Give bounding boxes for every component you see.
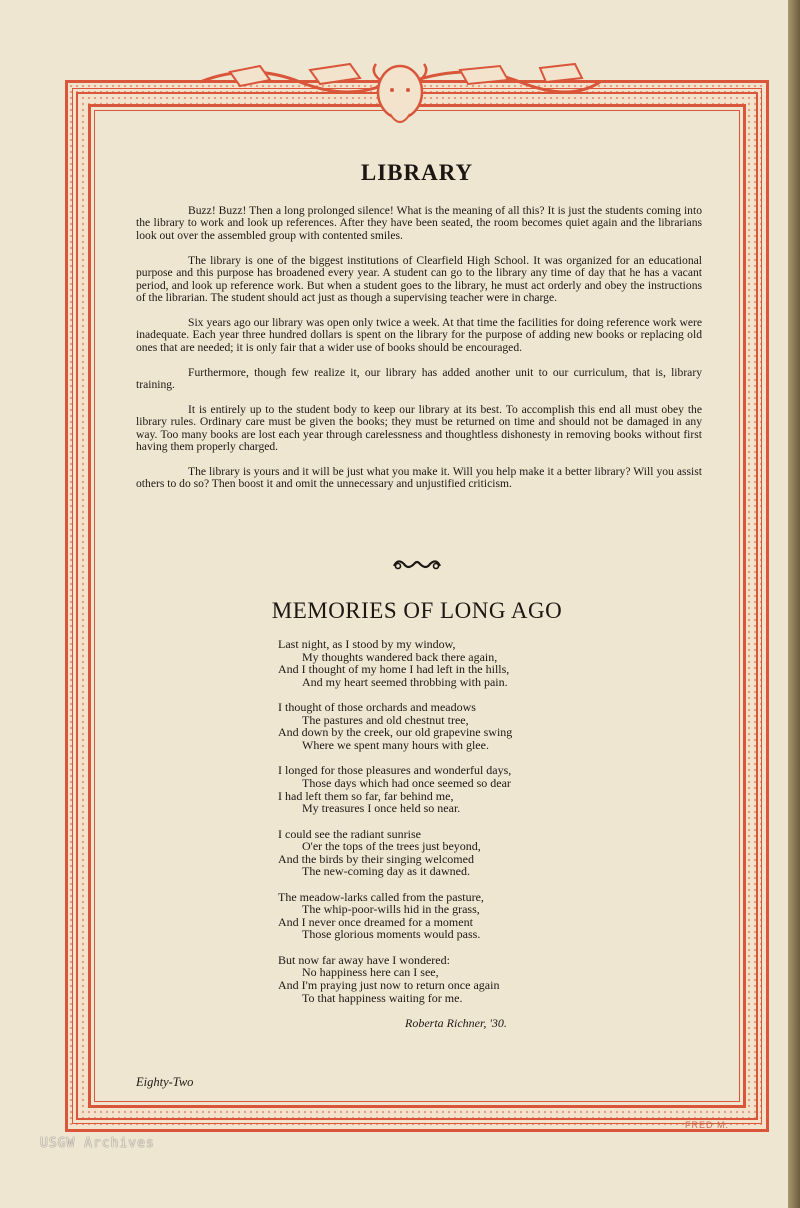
poem-stanza: [278, 828, 698, 878]
archive-watermark: USGW Archives: [40, 1136, 155, 1151]
poem-line: And my heart seemed throbbing with pain.: [302, 674, 508, 689]
library-paragraph-2: The library is one of the biggest institutions of Clearfield High School. It was organized for an educational purpose and this purpose has broadened every year. A student can go to the library any time of day that he has a vacant period, and look up reference work. But when a student goes to the library, he must act orderly and obey the instructions of the librarian. The student should act just as though a supervising teacher were in charge.: [136, 253, 702, 304]
poem-stanza: [278, 638, 698, 688]
scroll-divider-ornament: [390, 556, 444, 574]
poem-line: Those days which had once seemed so dear: [302, 775, 511, 790]
poem-line: I thought of those orchards and meadows: [278, 700, 476, 715]
poem-line: No happiness here can I see,: [302, 965, 439, 980]
poem-author: Roberta Richner, '30.: [405, 1016, 507, 1030]
poem-stanza: [278, 764, 698, 814]
library-paragraph-6: The library is yours and it will be just what you make it. Will you help make it a better library? Will you assist others to do so? Then boost it and omit the unnecessary and unjustified criticism.: [136, 465, 702, 491]
poem-line: To that happiness waiting for me.: [302, 990, 463, 1005]
page-number: Eighty-Two: [136, 1075, 194, 1089]
poem-line: Last night, as I stood by my window,: [278, 637, 456, 651]
library-paragraph-4: Furthermore, though few realize it, our library has added another unit to our curriculum, that is, library training.: [136, 365, 702, 391]
poem-line: Where we spent many hours with glee.: [302, 737, 489, 752]
poem-line: I longed for those pleasures and wonderful days,: [278, 763, 512, 778]
poem-line: The pastures and old chestnut tree,: [302, 712, 469, 727]
poem-line: And the birds by their singing welcomed: [278, 851, 474, 866]
library-article: [136, 205, 702, 503]
poem-line: The whip-poor-wills hid in the grass,: [302, 902, 480, 917]
library-paragraph-5: It is entirely up to the student body to keep our library at its best. To accomplish this end all must obey the library rules. Ordinary care must be given the books; they must be returned on time and should not be damaged in any way. Too many books are lost each year through carelessness and thoughtless dishonesty in removing books without first having them properly charged.: [136, 402, 702, 454]
poem-stanza: [278, 954, 698, 1004]
poem-line: My thoughts wandered back there again,: [302, 649, 498, 664]
library-paragraph-1: Buzz! Buzz! Then a long prolonged silence! What is the meaning of all this? It is just the students coming into the library to work and look up references. After they have been seated, the room becomes quiet again and the librarians look out over the assembled group with contented smiles.: [136, 204, 702, 242]
poem-line: But now far away have I wondered:: [278, 952, 450, 967]
library-title: LIBRARY: [360, 160, 474, 185]
page-content: [100, 115, 734, 1095]
poem-line: I had left them so far, far behind me,: [278, 788, 454, 803]
artist-signature: FRED M.: [685, 1120, 729, 1130]
library-paragraph-3: Six years ago our library was open only twice a week. At that time the facilities for doing reference work were inadequate. Each year three hundred dollars is spent on the library for the purpose of adding new books or replacing old ones that are needed; it is only fair that a wider use of books should be encouraged.: [136, 315, 702, 354]
poem-line: Those glorious moments would pass.: [302, 927, 481, 942]
page-edge: [788, 0, 800, 1208]
poem-line: O'er the tops of the trees just beyond,: [302, 839, 481, 854]
poem-title: MEMORIES OF LONG AGO: [271, 598, 563, 623]
poem-stanza: [278, 891, 698, 941]
poem-line: And down by the creek, our old grapevine swing: [278, 725, 513, 740]
poem-line: And I'm praying just now to return once again: [278, 978, 500, 993]
poem-line: And I never once dreamed for a moment: [278, 914, 473, 929]
poem-line: My treasures I once held so near.: [302, 801, 461, 816]
poem-line: The meadow-larks called from the pasture,: [278, 889, 484, 904]
poem-line: The new-coming day as it dawned.: [302, 864, 470, 879]
poem-stanza: [278, 701, 698, 751]
poem-line: I could see the radiant sunrise: [278, 826, 421, 841]
poem-line: And I thought of my home I had left in the hills,: [278, 662, 510, 677]
poem-body: [278, 638, 698, 1017]
